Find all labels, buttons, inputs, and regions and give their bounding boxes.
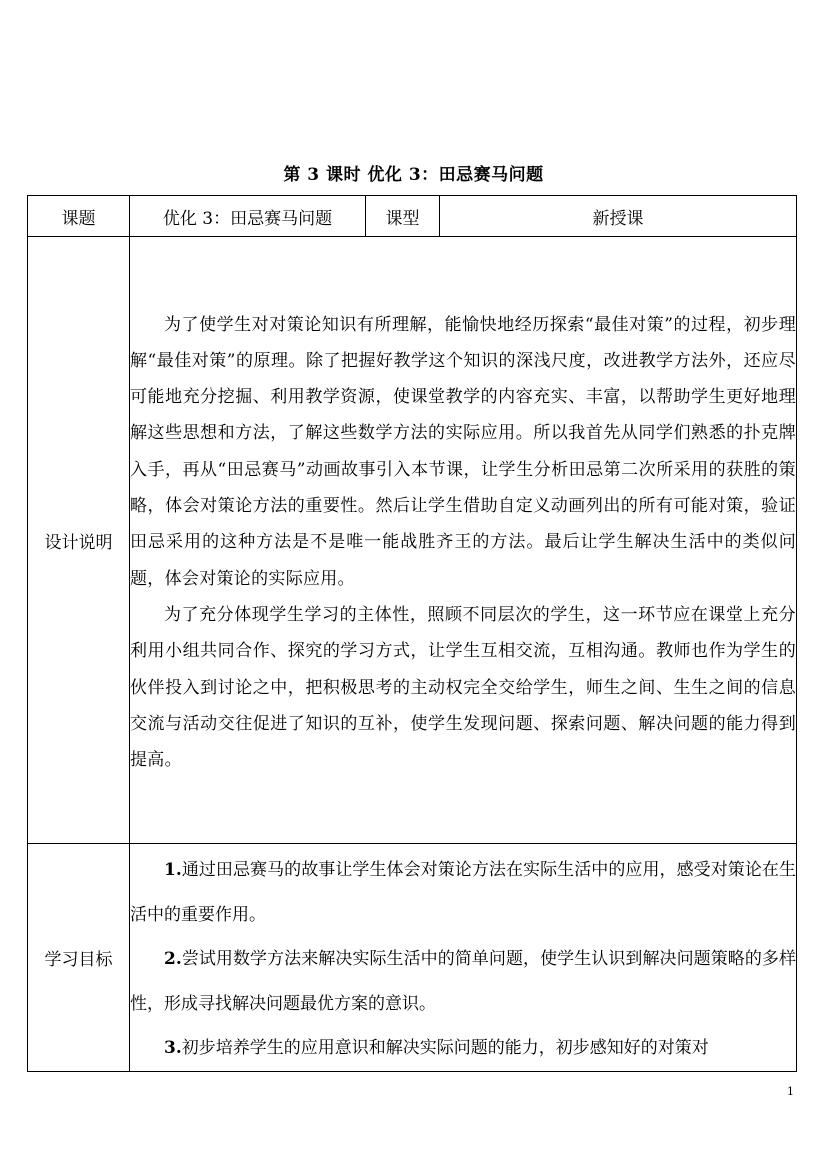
objective-text: 尝试用数学方法来解决实际生活中的简单问题，使学生认识到解决问题策略的多样性，形成寻找解决问题最优方案的意识。: [130, 949, 796, 1014]
objective-item: [130, 848, 796, 937]
lesson-plan-table: [27, 195, 797, 1072]
topic-value: 优化 3：田忌赛马问题: [130, 196, 366, 237]
design-notes-paragraph: 为了使学生对对策论知识有所理解，能愉快地经历探索“最佳对策”的过程，初步理解“最佳对策”的原理。除了把握好教学这个知识的深浅尺度，改进教学方法外，还应尽可能地充分挖掘、利用教学资源，使课堂教学的内容充实、丰富，以帮助学生更好地理解这些思想和方法，了解这些数学方法的实际应用。所以我首先从同学们熟悉的扑克牌入手，再从“田忌赛马”动画故事引入本节课，让学生分析田忌第二次所采用的获胜的策略，体会对策论方法的重要性。然后让学生借助自定义动画列出的所有可能对策，验证田忌采用的这种方法是不是唯一能战胜齐王的方法。最后让学生解决生活中的类似问题，体会对策论的实际应用。: [130, 314, 796, 589]
objective-number: 2.: [164, 949, 182, 969]
objectives-content: [130, 844, 797, 1072]
objective-number: 1.: [164, 860, 182, 880]
objectives-row: [28, 844, 797, 1072]
type-label: 课型: [366, 196, 440, 237]
design-notes-label: 设计说明: [28, 237, 130, 844]
page-title: 第 3 课时 优化 3：田忌赛马问题: [283, 165, 544, 185]
objective-item: [130, 937, 796, 1026]
design-notes-paragraph: 为了充分体现学生学习的主体性，照顾不同层次的学生，这一环节应在课堂上充分利用小组共同合作、探究的学习方式，让学生互相交流，互相沟通。教师也作为学生的伙伴投入到讨论之中，把积极思考的主动权完全交给学生，师生之间、生生之间的信息交流与活动交往促进了知识的互补，使学生发现问题、探索问题、解决问题的能力得到提高。: [130, 604, 796, 771]
page-number: 1: [787, 1085, 794, 1098]
objective-item: [130, 1026, 796, 1071]
objective-text: 通过田忌赛马的故事让学生体会对策论方法在实际生活中的应用，感受对策论在生活中的重要作用。: [130, 860, 796, 925]
header-row: [28, 196, 797, 237]
design-notes-content: [130, 237, 797, 844]
topic-label: 课题: [28, 196, 130, 237]
design-notes-row: [28, 237, 797, 844]
objectives-label: 学习目标: [28, 844, 130, 1072]
type-value: 新授课: [440, 196, 797, 237]
objective-number: 3.: [164, 1038, 182, 1058]
objective-text: 初步培养学生的应用意识和解决实际问题的能力，初步感知好的对策对: [181, 1038, 709, 1058]
